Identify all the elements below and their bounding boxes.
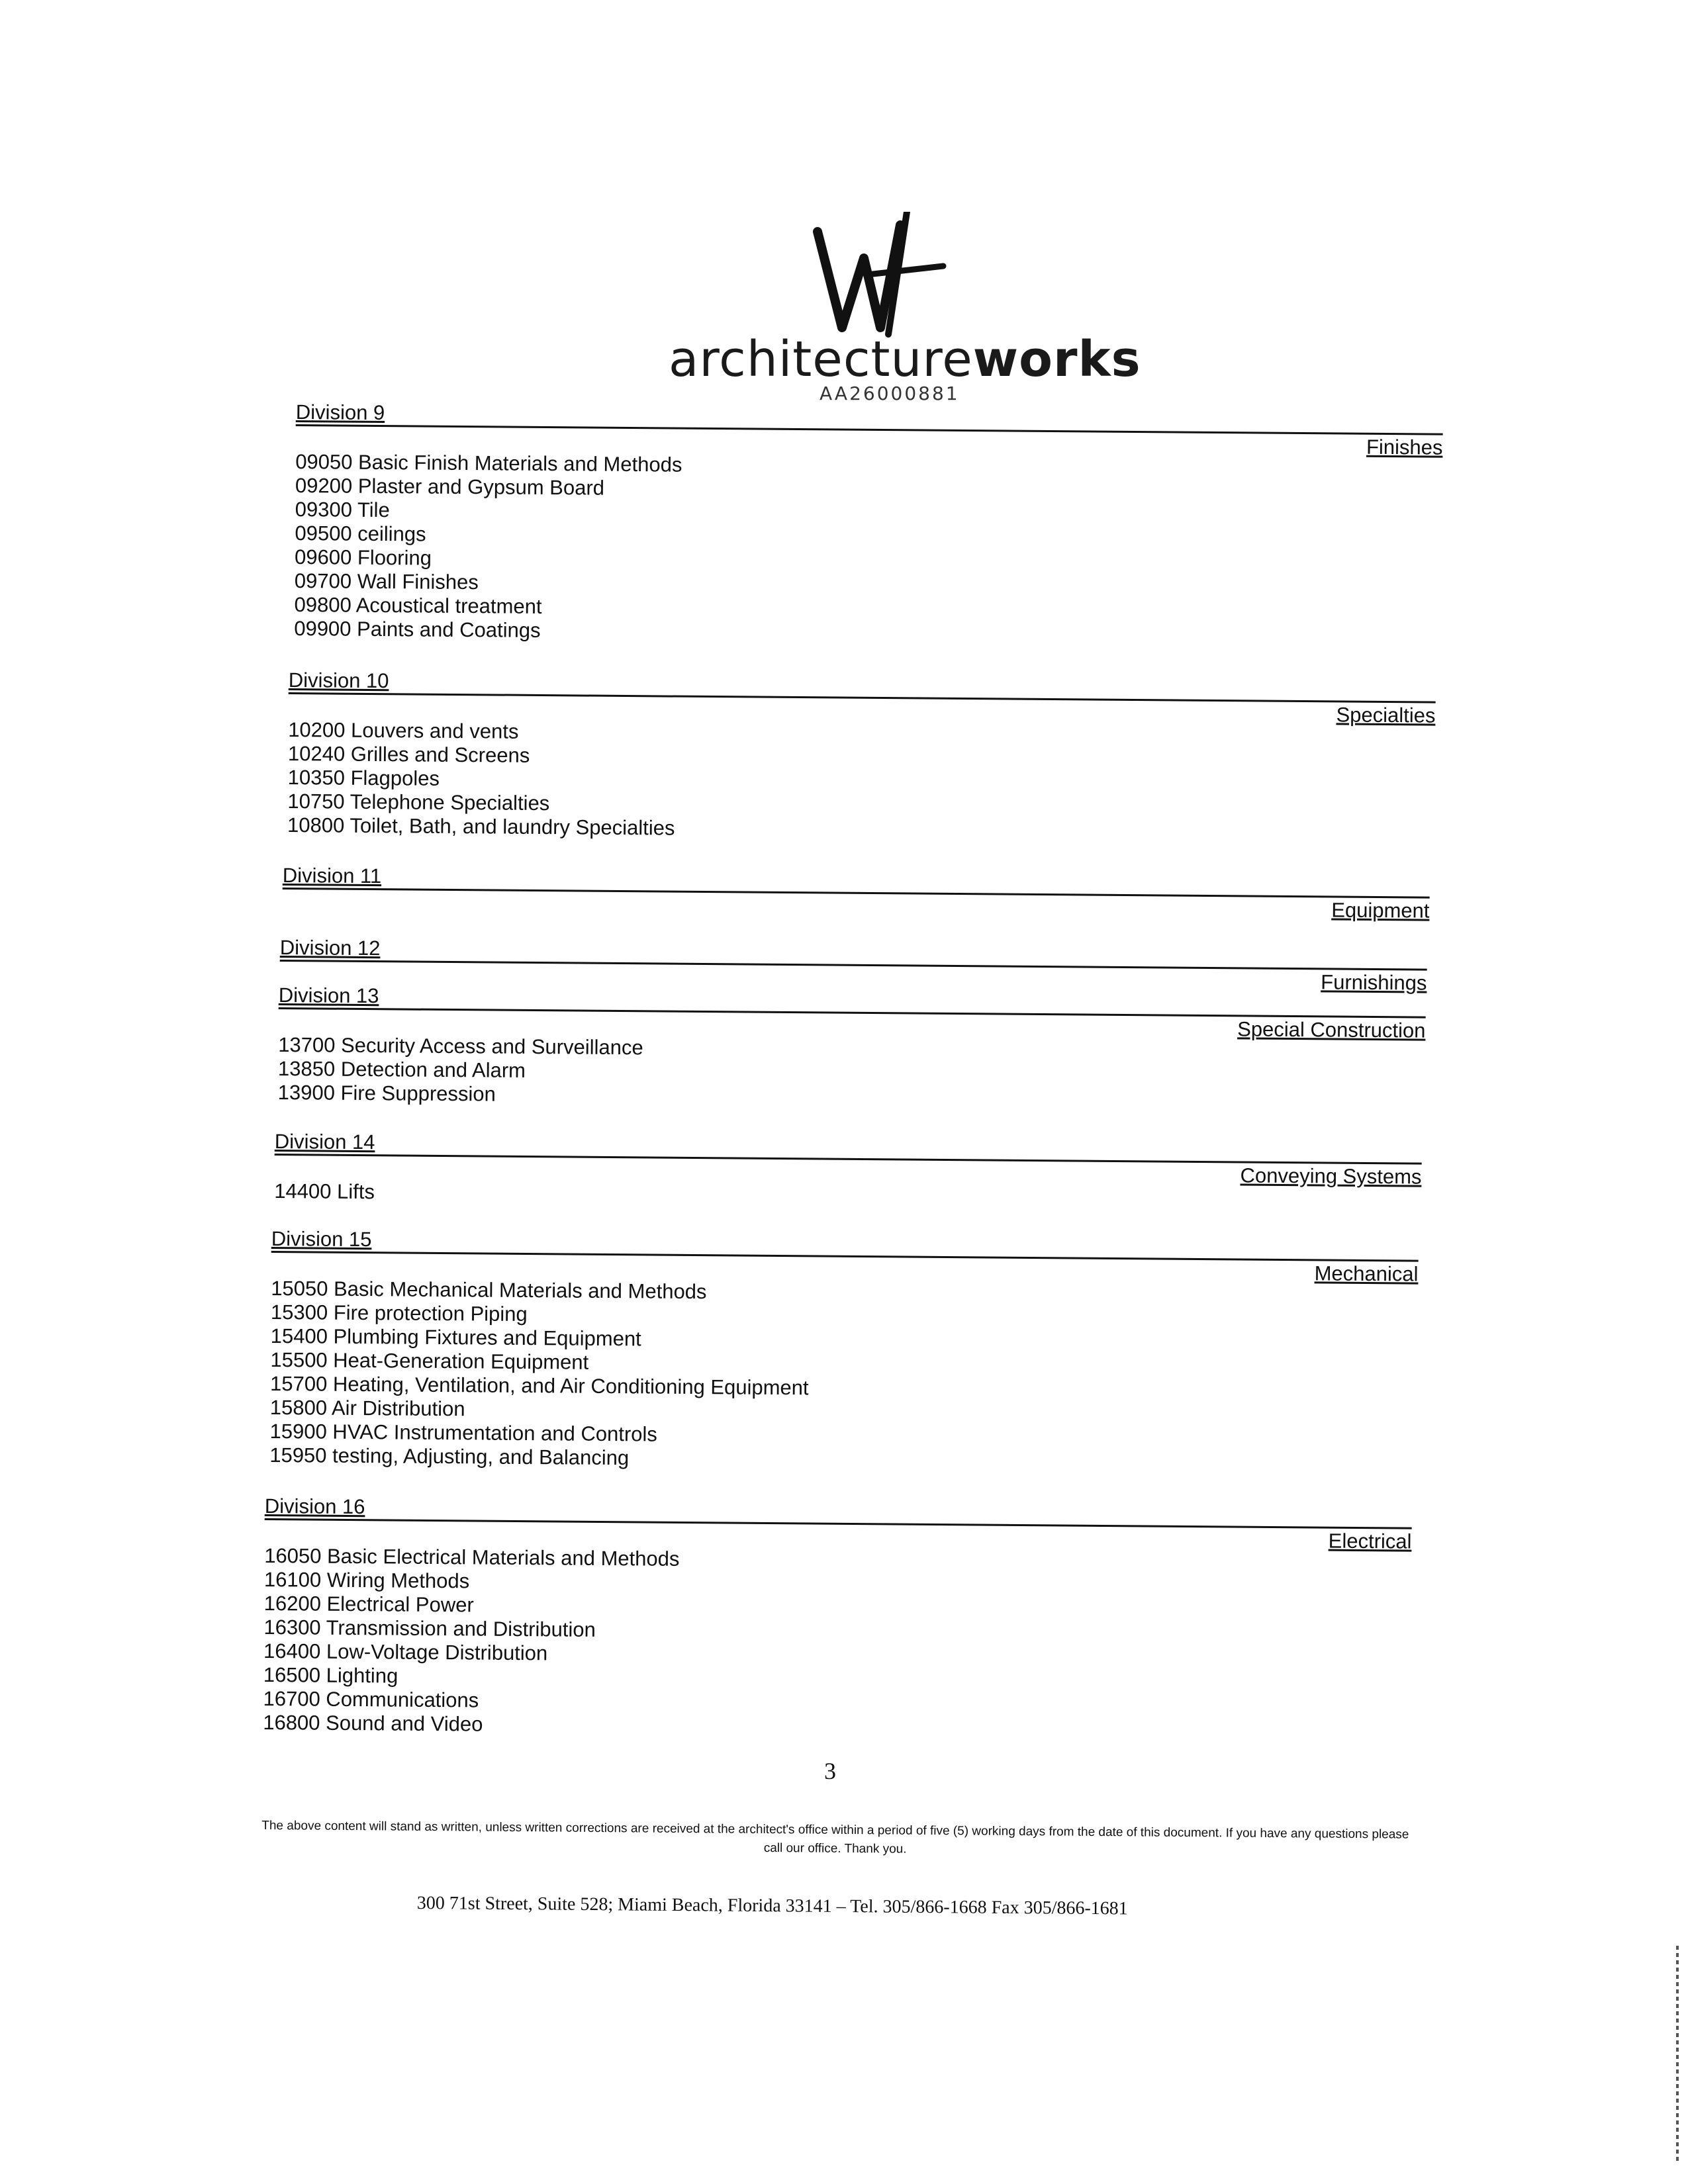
list-item: 16400 Low-Voltage Distribution [263, 1639, 548, 1665]
list-item: 15400 Plumbing Fixtures and Equipment [270, 1324, 641, 1351]
division-item-list [263, 1544, 679, 1738]
list-item: 10800 Toilet, Bath, and laundry Specialties [287, 813, 675, 840]
list-item: 10350 Flagpoles [287, 765, 440, 790]
division-item-list [294, 450, 682, 644]
division-16-section [263, 1494, 1412, 1736]
division-rule [289, 692, 1436, 704]
division-rule [275, 1154, 1422, 1165]
division-label: Division 14 [274, 1130, 375, 1154]
division-header [279, 936, 1427, 995]
division-label: Division 13 [278, 983, 379, 1008]
list-item: 10200 Louvers and vents [288, 717, 519, 743]
division-header [274, 1130, 1422, 1189]
division-title: Finishes [1366, 435, 1443, 459]
division-rule [283, 887, 1430, 899]
list-item: 15950 testing, Adjusting, and Balancing [269, 1443, 630, 1470]
division-title: Furnishings [1321, 970, 1427, 995]
division-title: Electrical [1328, 1529, 1412, 1553]
list-item: 16200 Electrical Power [263, 1591, 474, 1617]
list-item: 09050 Basic Finish Materials and Methods [295, 449, 682, 477]
list-item: 09300 Tile [295, 497, 390, 522]
division-label: Division 15 [271, 1227, 372, 1251]
division-9-section [294, 400, 1443, 642]
division-title: Special Construction [1237, 1017, 1426, 1042]
division-rule [279, 1007, 1426, 1019]
division-label: Division 11 [282, 864, 382, 888]
division-item-list [278, 1033, 643, 1107]
brand-wordmark-bold: works [972, 331, 1141, 388]
division-12-section [279, 936, 1427, 995]
brand-wordmark-light: architecture [669, 331, 973, 388]
division-header [271, 1227, 1419, 1286]
list-item: 15500 Heat-Generation Equipment [270, 1347, 589, 1374]
list-item: 13850 Detection and Alarm [277, 1056, 526, 1082]
division-rule [265, 1518, 1412, 1529]
division-title: Equipment [1331, 898, 1430, 923]
brand-wordmark [669, 331, 1141, 388]
list-item: 15050 Basic Mechanical Materials and Methods [271, 1276, 707, 1304]
list-item: 09700 Wall Finishes [294, 569, 479, 594]
division-title: Specialties [1336, 703, 1436, 727]
division-header [282, 864, 1430, 923]
list-item: 16800 Sound and Video [263, 1710, 483, 1736]
division-header [295, 400, 1443, 459]
division-label: Division 16 [264, 1494, 365, 1519]
division-label: Division 9 [295, 400, 385, 425]
list-item: 09600 Flooring [295, 545, 432, 570]
division-item-list [269, 1277, 810, 1471]
division-13-section [277, 983, 1426, 1106]
page-number: 3 [824, 1758, 836, 1784]
architectureworks-logo-mark [801, 212, 953, 338]
list-item: 09500 ceilings [295, 521, 426, 546]
division-label: Division 12 [279, 936, 381, 960]
scan-edge-mark [1676, 1946, 1679, 2164]
list-item: 15900 HVAC Instrumentation and Controls [269, 1419, 658, 1446]
footer-notice: The above content will stand as written, unless written corrections are received at the architect's office within a period of five (5) working days from the date of this document. If you have any questions please call our office. Thank you. [261, 1819, 1409, 1856]
list-item: 09900 Paints and Coatings [294, 616, 541, 642]
division-15-section [269, 1227, 1419, 1470]
division-item-list [274, 1179, 375, 1204]
division-rule [280, 960, 1427, 971]
list-item: 15800 Air Distribution [269, 1395, 465, 1421]
list-item: 16100 Wiring Methods [263, 1567, 470, 1593]
division-14-section [274, 1130, 1422, 1204]
list-item: 16050 Basic Electrical Materials and Methods [264, 1543, 680, 1570]
list-item: 15700 Heating, Ventilation, and Air Conditioning Equipment [270, 1371, 809, 1400]
list-item: 09200 Plaster and Gypsum Board [295, 473, 605, 500]
footer-address: 300 71st Street, Suite 528; Miami Beach, Florida 33141 – Tel. 305/866-1668 Fax 305/866-1681 [416, 1893, 1128, 1919]
division-item-list [287, 718, 676, 841]
division-label: Division 10 [288, 668, 389, 693]
list-item: 16700 Communications [263, 1686, 479, 1712]
list-item: 15300 Fire protection Piping [270, 1300, 528, 1326]
division-title: Conveying Systems [1240, 1163, 1422, 1189]
division-rule [296, 424, 1443, 435]
license-number: AA26000881 [820, 383, 960, 404]
division-rule [271, 1251, 1419, 1262]
list-item: 16500 Lighting [263, 1662, 399, 1688]
division-header [264, 1494, 1412, 1553]
list-item: 14400 Lifts [274, 1179, 375, 1204]
list-item: 09800 Acoustical treatment [294, 592, 542, 618]
division-11-section [282, 864, 1430, 923]
list-item: 13900 Fire Suppression [277, 1080, 496, 1106]
division-title: Mechanical [1314, 1261, 1419, 1286]
list-item: 10750 Telephone Specialties [287, 789, 550, 815]
division-10-section [287, 668, 1436, 840]
division-header [288, 668, 1436, 727]
list-item: 10240 Grilles and Screens [287, 741, 530, 767]
division-header [278, 983, 1426, 1042]
list-item: 13700 Security Access and Surveillance [278, 1032, 643, 1060]
list-item: 16300 Transmission and Distribution [263, 1615, 596, 1641]
